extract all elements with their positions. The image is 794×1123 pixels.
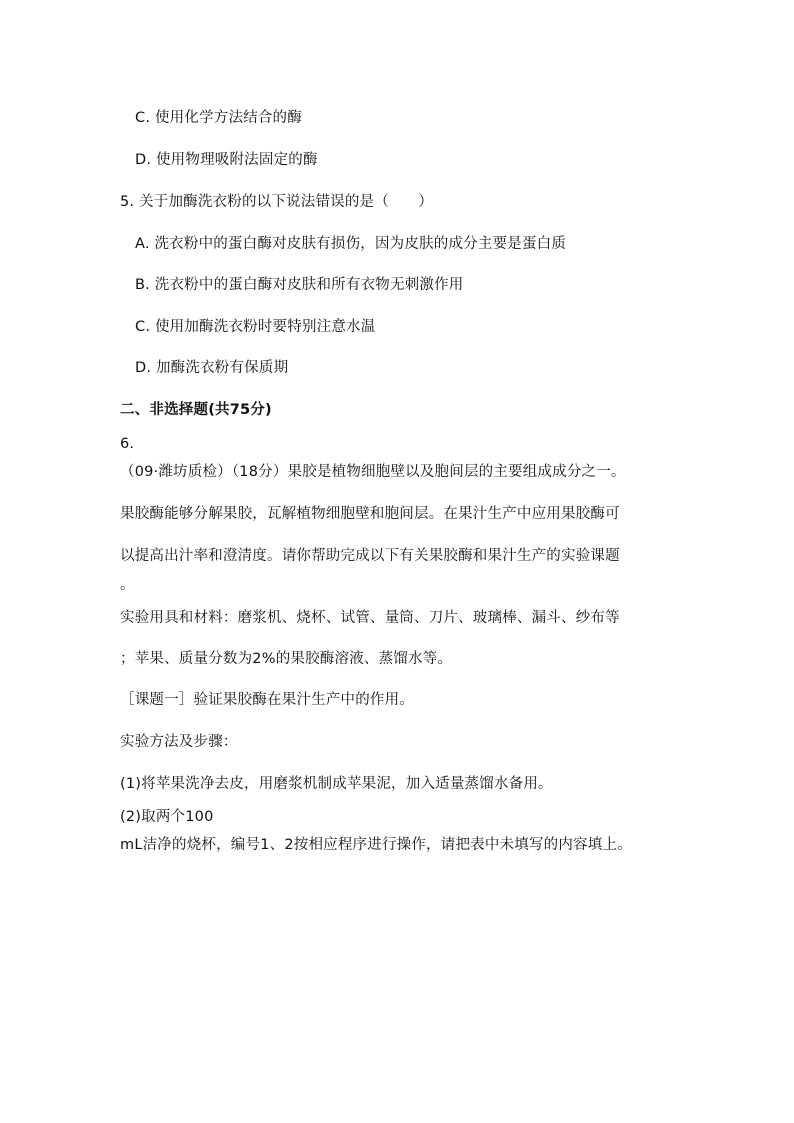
- q6-intro-line-1: （09·潍坊质检）（18分）果胶是植物细胞壁以及胞间层的主要组成成分之一。: [120, 464, 626, 480]
- q6-intro-line-3: 以提高出汁率和澄清度。请你帮助完成以下有关果胶酶和果汁生产的实验课题: [120, 548, 620, 564]
- q6-intro-line-2: 果胶酶能够分解果胶，瓦解植物细胞壁和胞间层。在果汁生产中应用果胶酶可: [120, 506, 620, 522]
- topic-one: ［课题一］验证果胶酶在果汁生产中的作用。: [120, 692, 414, 708]
- method-heading: 实验方法及步骤：: [120, 734, 238, 750]
- q5-option-d: D. 加酶洗衣粉有保质期: [135, 360, 289, 376]
- step-2-part-1: (2)取两个100: [120, 809, 214, 825]
- q6-number: 6.: [120, 436, 135, 452]
- section-heading: 二、非选择题(共75分): [120, 402, 272, 418]
- q4-option-d: D. 使用物理吸附法固定的酶: [135, 152, 318, 168]
- step-2-part-2: mL洁净的烧杯，编号1、2按相应程序进行操作，请把表中未填写的内容填上。: [120, 837, 632, 853]
- q5-stem: 5. 关于加酶洗衣粉的以下说法错误的是（ ）: [120, 194, 434, 210]
- q4-option-c: C. 使用化学方法结合的酶: [135, 110, 302, 126]
- q5-option-b: B. 洗衣粉中的蛋白酶对皮肤和所有衣物无刺激作用: [135, 277, 464, 293]
- materials-line-1: 实验用具和材料：磨浆机、烧杯、试管、量筒、刀片、玻璃棒、漏斗、纱布等: [120, 610, 620, 626]
- q5-option-a: A. 洗衣粉中的蛋白酶对皮肤有损伤，因为皮肤的成分主要是蛋白质: [135, 236, 567, 252]
- q5-option-c: C. 使用加酶洗衣粉时要特别注意水温: [135, 319, 376, 335]
- q6-intro-line-4: 。: [120, 577, 135, 593]
- materials-line-2: ；苹果、质量分数为2%的果胶酶溶液、蒸馏水等。: [120, 651, 453, 667]
- step-1: (1)将苹果洗净去皮，用磨浆机制成苹果泥，加入适量蒸馏水备用。: [120, 776, 553, 792]
